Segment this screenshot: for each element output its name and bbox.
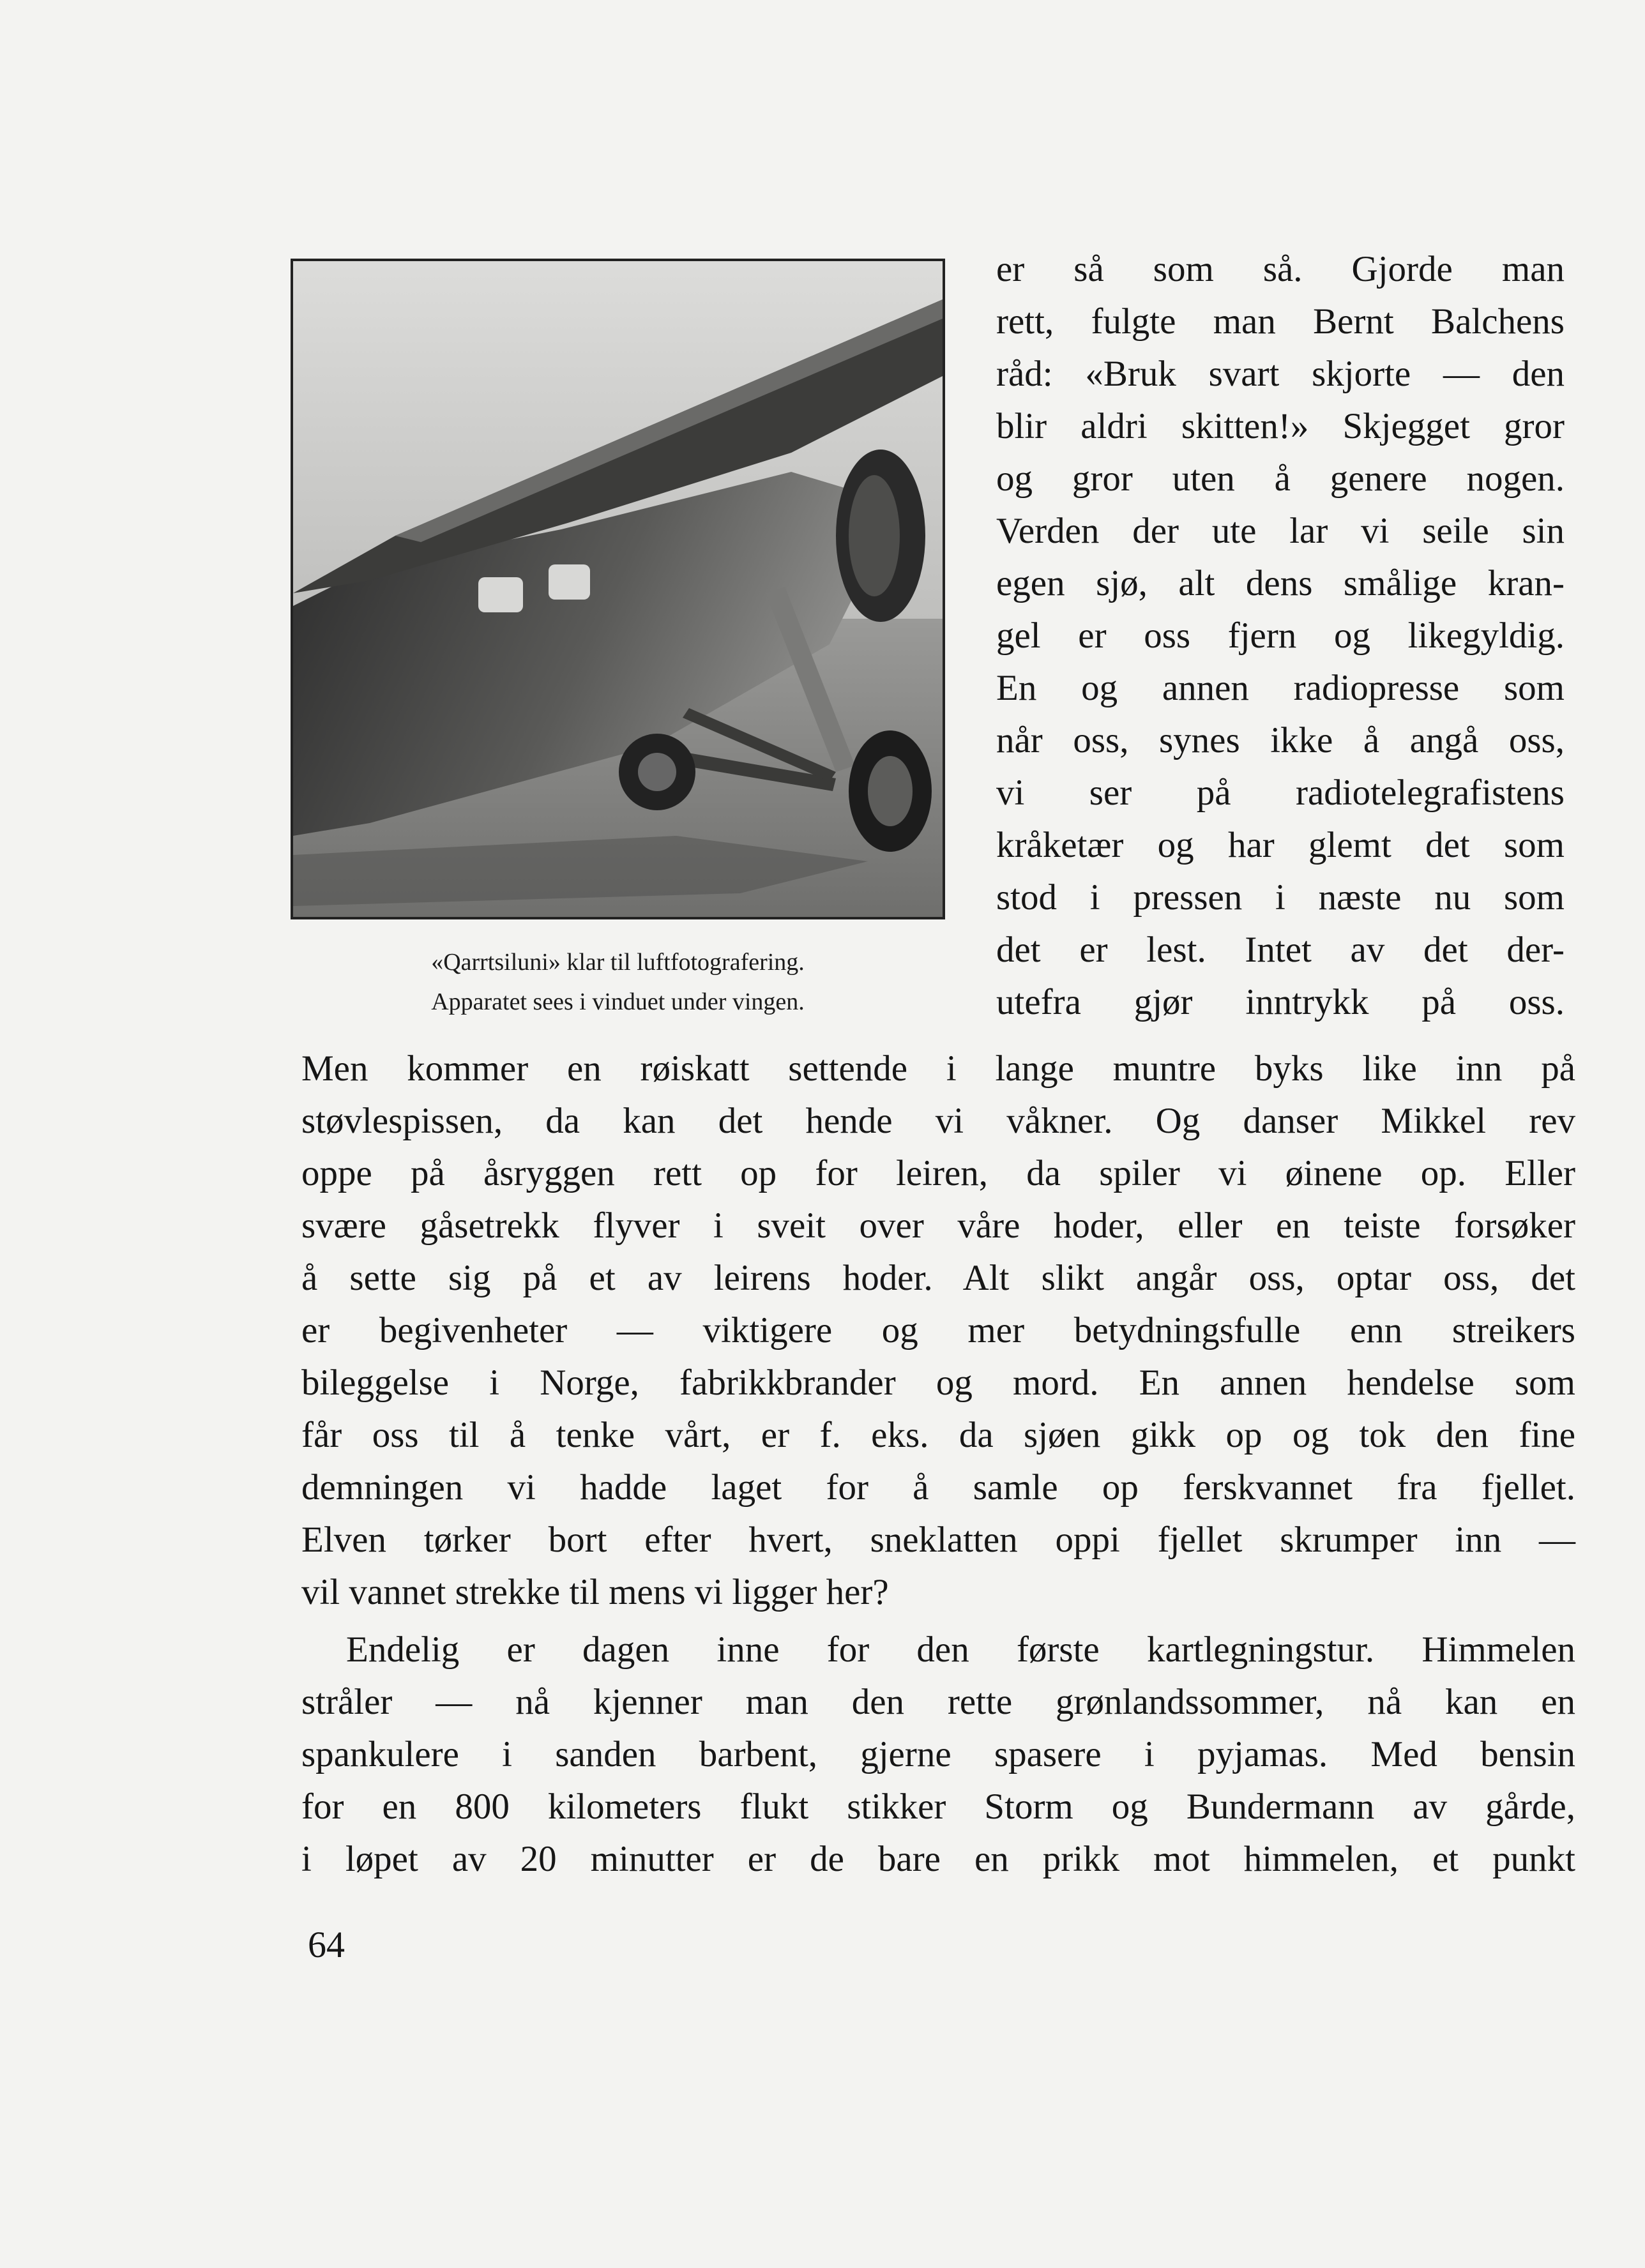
figure-caption [291,942,945,1022]
text-line: Men kommer en røiskatt settende i lange muntre byks like inn på [301,1048,1575,1089]
text-line: kråketær og har glemt det som [996,825,1565,865]
text-line: er begivenheter — viktigere og mer betydningsfulle enn streikers [301,1310,1575,1350]
text-line: stråler — nå kjenner man den rette grønlandssommer, nå kan en [301,1682,1575,1722]
text-line: En og annen radiopresse som [996,668,1565,708]
text-line: Endelig er dagen inne for den første kartlegningstur. Himmelen [346,1629,1575,1670]
text-line: demningen vi hadde laget for å samle op ferskvannet fra fjellet. [301,1467,1575,1508]
text-line: det er lest. Intet av det der- [996,930,1565,970]
caption-line: «Qarrtsiluni» klar til luftfotografering. [431,949,805,976]
text-line: blir aldri skitten!» Skjegget gror [996,406,1565,446]
text-line: Elven tørker bort efter hvert, sneklatten oppi fjellet skrumper inn — [301,1520,1575,1560]
text-line: og gror uten å genere nogen. [996,458,1565,499]
text-line: vi ser på radiotelegrafistens [996,773,1565,813]
text-line: gel er oss fjern og likegyldig. [996,616,1565,656]
text-line: egen sjø, alt dens smålige kran- [996,563,1565,603]
airplane-photo [291,259,945,919]
text-line: når oss, synes ikke å angå oss, [996,720,1565,760]
text-line: svære gåsetrekk flyver i sveit over våre hoder, eller en teiste forsøker [301,1206,1575,1246]
caption-line: Apparatet sees i vinduet under vingen. [431,988,805,1015]
text-line: oppe på åsryggen rett op for leiren, da spiler vi øinene op. Eller [301,1153,1575,1193]
text-line: støvlespissen, da kan det hende vi våkner. Og danser Mikkel rev [301,1101,1575,1141]
text-line: er så som så. Gjorde man [996,249,1565,289]
text-line: bileggelse i Norge, fabrikkbrander og mord. En annen hendelse som [301,1363,1575,1403]
text-line: for en 800 kilometers flukt stikker Storm og Bundermann av gårde, [301,1787,1575,1827]
text-line: Verden der ute lar vi seile sin [996,511,1565,551]
text-line: å sette sig på et av leirens hoder. Alt slikt angår oss, optar oss, det [301,1258,1575,1298]
page-number: 64 [308,1924,345,1965]
text-line: spankulere i sanden barbent, gjerne spasere i pyjamas. Med bensin [301,1734,1575,1774]
text-line: i løpet av 20 minutter er de bare en prikk mot himmelen, et punkt [301,1839,1575,1879]
text-line: stod i pressen i næste nu som [996,877,1565,918]
text-line: får oss til å tenke vårt, er f. eks. da sjøen gikk op og tok den fine [301,1415,1575,1455]
text-line: råd: «Bruk svart skjorte — den [996,354,1565,394]
text-line: vil vannet strekke til mens vi ligger her? [301,1572,889,1612]
text-line: rett, fulgte man Bernt Balchens [996,301,1565,342]
text-line: utefra gjør inntrykk på oss. [996,982,1565,1022]
